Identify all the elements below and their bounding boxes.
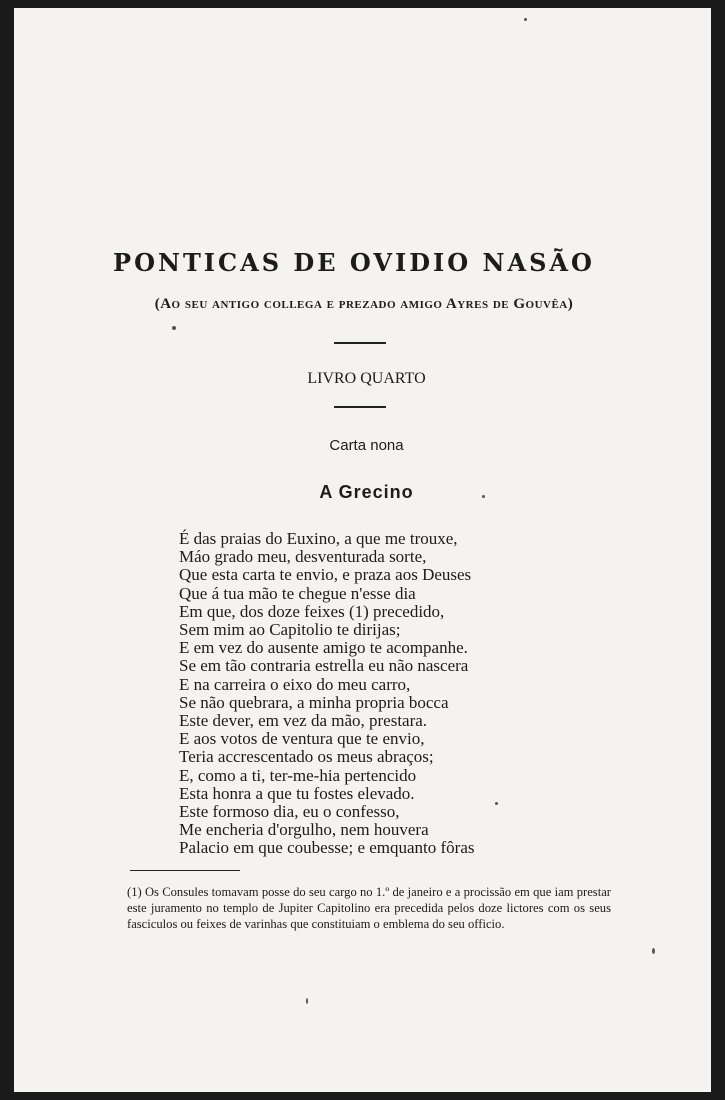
book-page xyxy=(14,8,711,1092)
ink-speck xyxy=(652,948,655,954)
poem-line: E na carreira o eixo do meu carro, xyxy=(179,674,411,694)
poem-line: Este dever, em vez da mão, prestara. xyxy=(179,711,428,731)
footnote-divider xyxy=(130,870,240,871)
poem-line: Esta honra a que tu fostes elevado. xyxy=(179,783,415,803)
page-title: PONTICAS DE OVIDIO NASÃO xyxy=(113,248,595,277)
poem-line: E, como a ti, ter-me-hia pertencido xyxy=(179,765,417,785)
poem-line: Teria accrescentado os meus abraços; xyxy=(179,747,434,767)
poem-line: Se em tão contraria estrella eu não nascera xyxy=(179,656,469,676)
poem-line: Me encheria d'orgulho, nem houvera xyxy=(179,820,429,840)
poem-line: E aos votos de ventura que te envio, xyxy=(179,729,425,749)
ink-speck xyxy=(306,998,308,1004)
poem-line: É das praias do Euxino, a que me trouxe, xyxy=(179,529,458,548)
letter-heading: Carta nona xyxy=(329,437,404,454)
poem-line: Palacio em que coubesse; e emquanto fôras xyxy=(179,838,475,858)
poem-line: Este formoso dia, eu o confesso, xyxy=(179,802,400,822)
recipient-heading: A Grecino xyxy=(319,482,414,502)
poem xyxy=(179,530,475,858)
divider xyxy=(334,342,386,344)
book-heading: LIVRO QUARTO xyxy=(307,370,426,387)
ink-speck xyxy=(172,326,176,330)
poem-line: Sem mim ao Capitolio te dirijas; xyxy=(179,620,401,640)
divider xyxy=(334,406,386,408)
footnote: (1) Os Consules tomavam posse do seu cargo no 1.º de janeiro e a procissão em que iam prestar este juramento no templo de Jupiter Capitolino era precedida pelos doze lictores com os seus fasciculos ou feixes de varinhas que constituiam o emblema do seu officio. xyxy=(127,885,611,931)
poem-line: E em vez do ausente amigo te acompanhe. xyxy=(179,638,468,658)
poem-line: Em que, dos doze feixes (1) precedido, xyxy=(179,601,445,621)
dedication: (Ao seu antigo collega e prezado amigo Ayres de Gouvêa) xyxy=(154,296,574,312)
poem-line: Se não quebrara, a minha propria bocca xyxy=(179,692,449,712)
poem-line: Que esta carta te envio, e praza aos Deuses xyxy=(179,565,472,585)
ink-speck xyxy=(524,18,527,21)
poem-line: Máo grado meu, desventurada sorte, xyxy=(179,547,427,567)
poem-line: Que á tua mão te chegue n'esse dia xyxy=(179,583,416,603)
ink-speck xyxy=(495,802,498,805)
